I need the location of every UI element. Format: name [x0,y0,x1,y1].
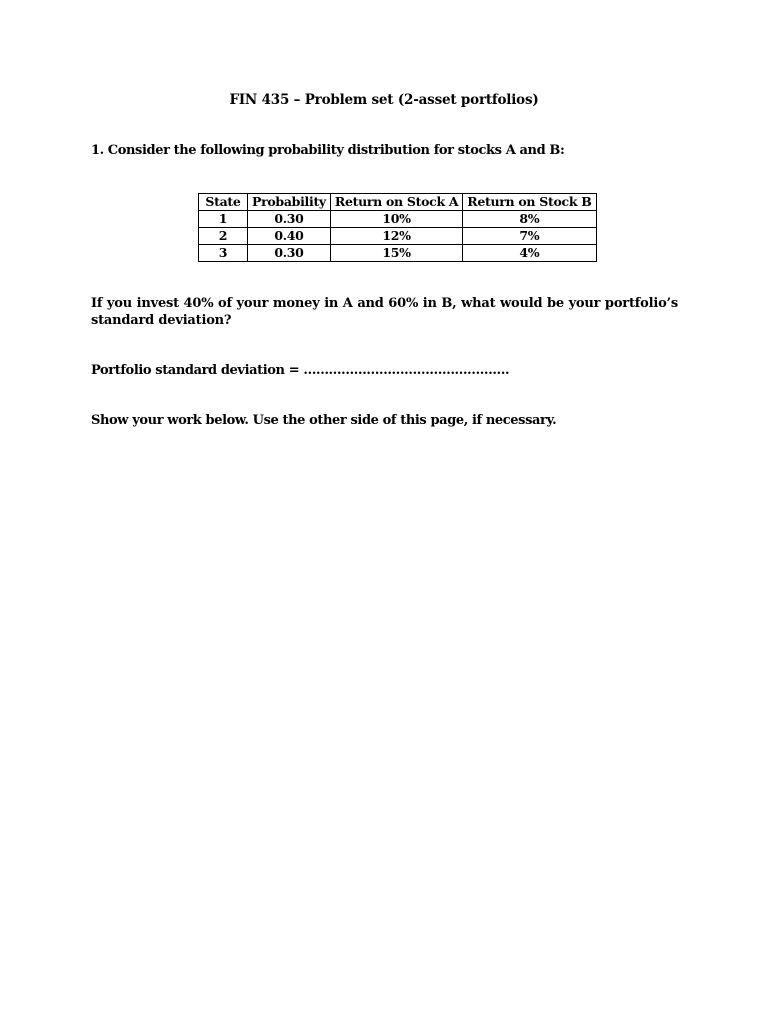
cell-state: 1 [199,211,248,228]
table-header-row [199,194,597,211]
question-1 [91,143,564,158]
cell-return-b: 7% [463,228,596,245]
cell-return-b: 8% [463,211,596,228]
cell-return-a: 12% [330,228,462,245]
cell-probability: 0.40 [248,228,331,245]
instruction-text: Show your work below. Use the other side of this page, if necessary. [91,413,557,428]
probability-distribution-table [198,193,597,262]
question-number: 1. [91,143,104,158]
cell-state: 2 [199,228,248,245]
page-title: FIN 435 – Problem set (2-asset portfolios) [229,92,539,108]
cell-return-b: 4% [463,245,596,262]
cell-probability: 0.30 [248,211,331,228]
table-row [199,228,597,245]
question-text: Consider the following probability distribution for stocks A and B: [107,143,565,158]
header-return-stock-a: Return on Stock A [330,194,462,211]
cell-return-a: 10% [330,211,462,228]
answer-line: Portfolio standard deviation = …………………………………………. [91,363,510,378]
cell-state: 3 [199,245,248,262]
question-prompt: If you invest 40% of your money in A and 60% in B, what would be your portfolio’s standard deviation? [91,296,678,328]
header-return-stock-b: Return on Stock B [463,194,596,211]
header-probability: Probability [248,194,331,211]
cell-return-a: 15% [330,245,462,262]
table-row [199,245,597,262]
table-row [199,211,597,228]
header-state: State [199,194,248,211]
cell-probability: 0.30 [248,245,331,262]
